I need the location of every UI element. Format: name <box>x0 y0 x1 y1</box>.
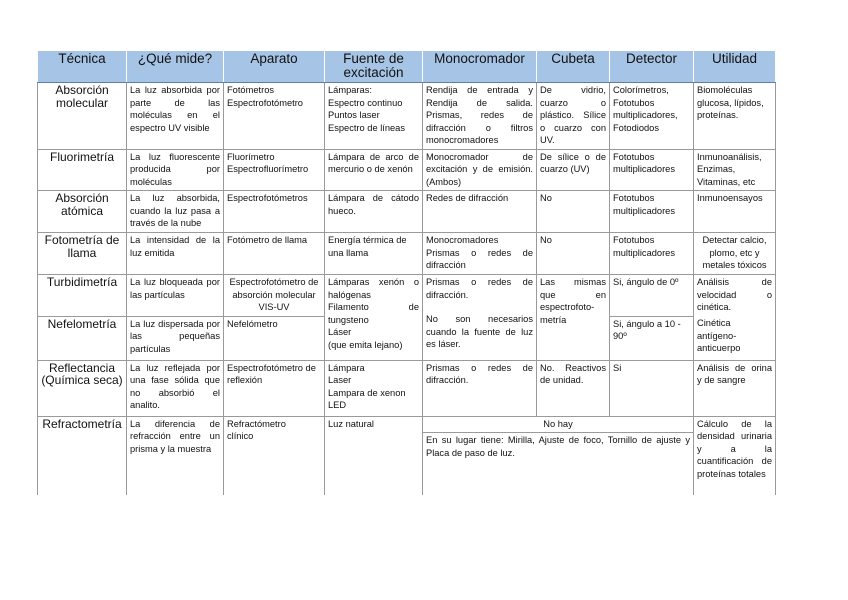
cell-mide: La diferencia de refracción entre un prisma y la muestra <box>127 416 224 495</box>
cell-mide: La luz absorbida por parte de las moléculas en el espectro UV visible <box>127 83 224 150</box>
cell-detector: Colorímetros, Fototubos multiplicadores, Fotodiodos <box>610 83 694 150</box>
row-fluorimetria <box>38 149 776 191</box>
cell-aparato <box>224 83 325 150</box>
cell-fuente <box>325 275 423 361</box>
aparato-line: Espectrofotómetro <box>227 97 303 108</box>
cell-monocromador: Rendija de entrada y Rendija de salida. Prismas, redes de difracción o filtros monocromadores <box>423 83 537 150</box>
techniques-table <box>37 50 776 495</box>
row-absorcion-atomica <box>38 191 776 233</box>
row-turbidimetria <box>38 275 776 317</box>
row-refractometria <box>38 416 776 433</box>
fuente-line: Espectro de líneas <box>328 122 406 133</box>
cell-detector: Si <box>610 360 694 416</box>
cell-fuente <box>325 360 423 416</box>
monocromador-line: Prismas o redes de difracción. <box>426 277 533 300</box>
cell-detector: Fototubos multiplicadores <box>610 191 694 233</box>
cell-monocromador: Monocromador de excitación y de emisión. (Ambos) <box>423 149 537 191</box>
cell-aparato: Nefelómetro <box>224 316 325 360</box>
fuente-line: Láser <box>328 327 352 337</box>
cell-tecnica: Absorción atómica <box>38 191 127 233</box>
cell-monocromador <box>423 275 537 361</box>
cell-tecnica: Reflectancia (Química seca) <box>38 360 127 416</box>
header-monocromador: Monocromador <box>423 51 537 83</box>
fuente-line: Puntos laser <box>328 110 380 120</box>
cell-tecnica: Turbidimetría <box>38 275 127 317</box>
header-cubeta: Cubeta <box>537 51 610 83</box>
cell-utilidad: Biomoléculas glucosa, lípidos, proteínas. <box>694 83 776 150</box>
cell-monocromador: Monocromadores Prismas o redes de difracción <box>423 233 537 275</box>
cell-utilidad: Análisis de velocidad o cinética. <box>694 275 776 317</box>
cell-cubeta: De vidrio, cuarzo o plástico. Sílice o cuarzo con UV. <box>537 83 610 150</box>
fuente-line: Lampara de xenon <box>328 387 406 398</box>
cell-tecnica: Absorción molecular <box>38 83 127 150</box>
fuente-line: LED <box>328 400 347 410</box>
cell-no-hay: No hay <box>423 416 694 433</box>
cell-monocromador: Prismas o redes de difracción. <box>423 360 537 416</box>
cell-utilidad: Análisis de orina y de sangre <box>694 360 776 416</box>
cell-tecnica: Nefelometría <box>38 316 127 360</box>
cell-mide: La luz absorbida, cuando la luz pasa a través de la nube <box>127 191 224 233</box>
header-fuente: Fuente de excitación <box>325 51 423 83</box>
row-absorcion-molecular <box>38 83 776 150</box>
fuente-line: Lámparas xenón o halógenas <box>328 277 419 300</box>
cell-aparato: Espectrofotómetro de reflexión <box>224 360 325 416</box>
cell-utilidad: Cinética antígeno-anticuerpo <box>694 316 776 360</box>
row-fotometria-llama <box>38 233 776 275</box>
cell-mide: La luz fluorescente producida por moléculas <box>127 149 224 191</box>
cell-detector: Fototubos multiplicadores <box>610 233 694 275</box>
fuente-line: Laser <box>328 375 352 385</box>
cell-fuente: Lámpara de cátodo hueco. <box>325 191 423 233</box>
monocromador-line: No son necesarios cuando la fuente de luz es láser. <box>426 314 533 349</box>
header-utilidad: Utilidad <box>694 51 776 83</box>
cell-detector: Si, ángulo de 0º <box>610 275 694 317</box>
aparato-line: Fotómetros <box>227 85 275 95</box>
cell-utilidad: Detectar calcio, plomo, etc y metales tóxicos <box>694 233 776 275</box>
cell-detector: Fototubos multiplicadores <box>610 149 694 191</box>
fuente-line: (que emita lejano) <box>328 339 403 350</box>
cell-aparato: Espectrofotómetro de absorción molecular VIS-UV <box>224 275 325 317</box>
fuente-line: Filamento de tungsteno <box>328 302 419 325</box>
cell-cubeta: No <box>537 191 610 233</box>
cell-mide: La luz reflejada por una fase sólida que no absorbió el analito. <box>127 360 224 416</box>
cell-fuente <box>325 83 423 150</box>
header-que-mide: ¿Qué mide? <box>127 51 224 83</box>
header-row <box>38 51 776 83</box>
cell-monocromador: Redes de difracción <box>423 191 537 233</box>
cell-mide: La luz dispersada por las pequeñas partículas <box>127 316 224 360</box>
cell-mide: La intensidad de la luz emitida <box>127 233 224 275</box>
aparato-line: Espectrofluorímetro <box>227 164 309 174</box>
header-aparato: Aparato <box>224 51 325 83</box>
cell-utilidad: Cálculo de la densidad urinaria y a la cuantificación de proteínas totales <box>694 416 776 495</box>
cell-tecnica: Refractometría <box>38 416 127 495</box>
cell-aparato: Espectrofotómetros <box>224 191 325 233</box>
cell-en-su-lugar: En su lugar tiene: Mirilla, Ajuste de foco, Tornillo de ajuste y Placa de paso de luz. <box>423 433 694 495</box>
fuente-line: Lámparas: <box>328 85 372 95</box>
row-reflectancia <box>38 360 776 416</box>
cell-utilidad: Inmunoensayos <box>694 191 776 233</box>
aparato-line: Refractómetro <box>227 418 286 429</box>
cell-tecnica: Fluorimetría <box>38 149 127 191</box>
cell-cubeta: De sílice o de cuarzo (UV) <box>537 149 610 191</box>
header-tecnica: Técnica <box>38 51 127 83</box>
cell-tecnica: Fotometría de llama <box>38 233 127 275</box>
header-detector: Detector <box>610 51 694 83</box>
cell-fuente: Energía térmica de una llama <box>325 233 423 275</box>
cell-utilidad: Inmunoanálisis, Enzimas, Vitaminas, etc <box>694 149 776 191</box>
cell-aparato: Fotómetro de llama <box>224 233 325 275</box>
cell-fuente: Lámpara de arco de mercurio o de xenón <box>325 149 423 191</box>
cell-mide: La luz bloqueada por las partículas <box>127 275 224 317</box>
aparato-line: clínico <box>227 431 254 441</box>
cell-detector: Si, ángulo a 10 - 90º <box>610 316 694 360</box>
cell-aparato <box>224 416 325 495</box>
fuente-line: Lámpara <box>328 362 365 373</box>
cell-cubeta: Las mismas que en espectrofoto-metría <box>537 275 610 361</box>
aparato-line: Fluorímetro <box>227 151 275 162</box>
cell-cubeta: No. Reactivos de unidad. <box>537 360 610 416</box>
fuente-line: Espectro continuo <box>328 97 403 108</box>
cell-fuente: Luz natural <box>325 416 423 495</box>
cell-cubeta: No <box>537 233 610 275</box>
cell-aparato <box>224 149 325 191</box>
